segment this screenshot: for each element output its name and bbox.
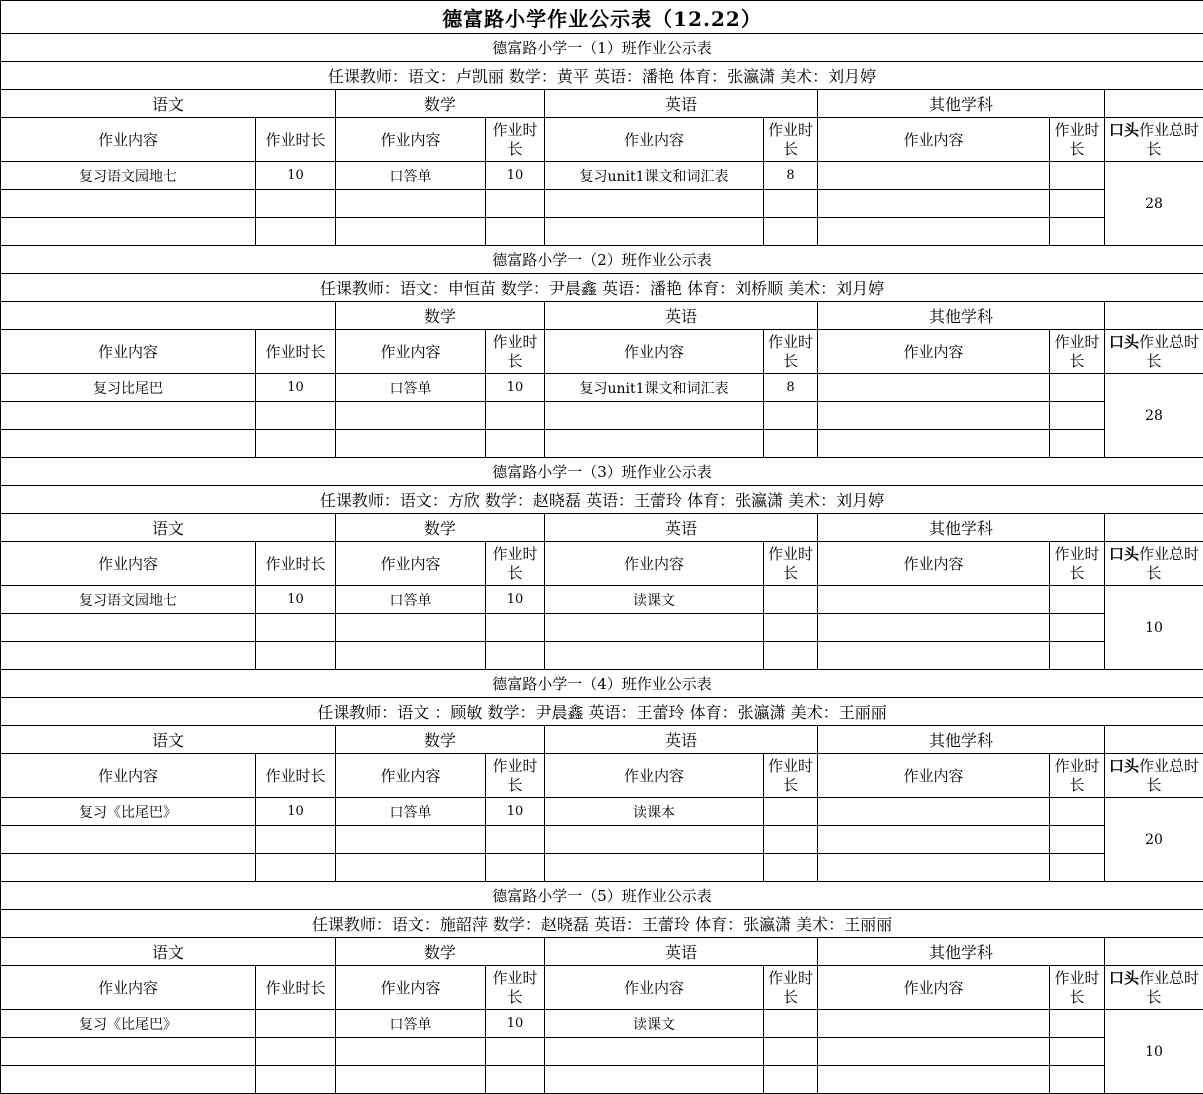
content-cell xyxy=(818,586,1050,614)
table-row xyxy=(1,854,1203,882)
time-cell xyxy=(1050,430,1105,458)
time-cell xyxy=(486,430,545,458)
subject-header: 数学 xyxy=(336,514,545,542)
time-cell xyxy=(256,1038,336,1066)
content-cell xyxy=(336,642,486,670)
subject-header-row xyxy=(1,938,1203,966)
content-header: 作业内容 xyxy=(336,542,486,586)
content-header: 作业内容 xyxy=(1,542,256,586)
empty-cell xyxy=(1105,90,1203,118)
time-cell: 10 xyxy=(486,162,545,190)
class-title-row xyxy=(1,670,1203,698)
content-cell xyxy=(1,614,256,642)
content-header: 作业内容 xyxy=(818,118,1050,162)
total-time-value: 10 xyxy=(1105,1010,1203,1094)
time-cell xyxy=(256,1066,336,1094)
table-row xyxy=(1,402,1203,430)
time-cell: 8 xyxy=(764,374,818,402)
content-cell xyxy=(1,430,256,458)
time-cell xyxy=(1050,402,1105,430)
time-cell xyxy=(486,1066,545,1094)
subject-header-row xyxy=(1,90,1203,118)
content-header: 作业内容 xyxy=(336,754,486,798)
time-cell xyxy=(486,642,545,670)
teachers-row xyxy=(1,486,1203,514)
time-cell xyxy=(764,1038,818,1066)
content-header: 作业内容 xyxy=(818,330,1050,374)
content-cell xyxy=(818,190,1050,218)
content-cell: 口答单 xyxy=(336,374,486,402)
content-cell xyxy=(818,1066,1050,1094)
content-header: 作业内容 xyxy=(818,966,1050,1010)
content-cell: 读课文 xyxy=(545,1010,764,1038)
time-header: 作业时长 xyxy=(256,754,336,798)
content-cell: 口答单 xyxy=(336,1010,486,1038)
time-header: 作业时长 xyxy=(764,966,818,1010)
subject-header: 英语 xyxy=(545,514,818,542)
content-cell xyxy=(336,1038,486,1066)
content-cell: 复习比尾巴 xyxy=(1,374,256,402)
content-cell xyxy=(818,1038,1050,1066)
subject-header-row xyxy=(1,514,1203,542)
time-cell xyxy=(1050,374,1105,402)
subject-header: 语文 xyxy=(1,726,336,754)
time-cell: 10 xyxy=(256,798,336,826)
content-cell xyxy=(545,1066,764,1094)
content-cell: 复习《比尾巴》 xyxy=(1,1010,256,1038)
total-time-value: 28 xyxy=(1105,374,1203,458)
time-header: 作业时长 xyxy=(256,542,336,586)
subject-header-row xyxy=(1,302,1203,330)
class-title: 德富路小学一（1）班作业公示表 xyxy=(1,34,1203,62)
time-cell: 10 xyxy=(486,374,545,402)
subject-header: 数学 xyxy=(336,302,545,330)
content-cell xyxy=(545,1038,764,1066)
time-header: 作业时长 xyxy=(764,542,818,586)
time-cell xyxy=(486,854,545,882)
table-row xyxy=(1,1010,1203,1038)
empty-cell xyxy=(1105,302,1203,330)
content-cell xyxy=(1,854,256,882)
oral-label: 口头 xyxy=(1109,969,1139,987)
empty-cell xyxy=(1105,938,1203,966)
table-row xyxy=(1,642,1203,670)
content-cell xyxy=(1,218,256,246)
column-header-row xyxy=(1,754,1203,798)
time-cell xyxy=(764,402,818,430)
content-header: 作业内容 xyxy=(545,330,764,374)
content-header: 作业内容 xyxy=(818,754,1050,798)
teacher-list: 任课教师：语文：施韶萍 数学：赵晓磊 英语：王蕾玲 体育：张瀛潇 美术：王丽丽 xyxy=(1,910,1203,938)
table-row xyxy=(1,586,1203,614)
total-time-value: 10 xyxy=(1105,586,1203,670)
content-cell xyxy=(818,430,1050,458)
time-cell xyxy=(1050,1066,1105,1094)
time-cell xyxy=(486,218,545,246)
table-row xyxy=(1,162,1203,190)
subject-header: 数学 xyxy=(336,938,545,966)
subject-header: 其他学科 xyxy=(818,90,1105,118)
subject-header: 其他学科 xyxy=(818,726,1105,754)
content-cell xyxy=(336,614,486,642)
time-header: 作业时长 xyxy=(764,118,818,162)
total-time-header xyxy=(1105,754,1203,798)
content-header: 作业内容 xyxy=(336,966,486,1010)
subject-header: 语文 xyxy=(1,90,336,118)
time-cell xyxy=(764,218,818,246)
class-title: 德富路小学一（5）班作业公示表 xyxy=(1,882,1203,910)
teacher-list: 任课教师：语文 ：顾敏 数学：尹晨鑫 英语：王蕾玲 体育：张瀛潇 美术：王丽丽 xyxy=(1,698,1203,726)
content-cell xyxy=(1,190,256,218)
time-cell xyxy=(764,642,818,670)
content-cell xyxy=(1,402,256,430)
time-cell xyxy=(764,614,818,642)
content-header: 作业内容 xyxy=(336,330,486,374)
class-title-row xyxy=(1,246,1203,274)
total-time-header xyxy=(1105,118,1203,162)
content-cell xyxy=(1,1038,256,1066)
time-cell xyxy=(256,854,336,882)
time-cell xyxy=(1050,854,1105,882)
content-header: 作业内容 xyxy=(545,542,764,586)
time-cell xyxy=(486,826,545,854)
time-header: 作业时长 xyxy=(764,330,818,374)
time-cell xyxy=(256,218,336,246)
time-cell xyxy=(486,614,545,642)
teacher-list: 任课教师：语文：卢凯丽 数学：黄平 英语：潘艳 体育：张瀛潇 美术：刘月婷 xyxy=(1,62,1203,90)
subject-header: 其他学科 xyxy=(818,302,1105,330)
time-cell: 10 xyxy=(486,1010,545,1038)
time-cell xyxy=(256,1010,336,1038)
subject-header: 英语 xyxy=(545,90,818,118)
content-cell: 复习unit1课文和词汇表 xyxy=(545,374,764,402)
teacher-list: 任课教师：语文：申恒苗 数学：尹晨鑫 英语：潘艳 体育：刘桥顺 美术：刘月婷 xyxy=(1,274,1203,302)
content-cell: 复习unit1课文和词汇表 xyxy=(545,162,764,190)
time-header: 作业时长 xyxy=(1050,118,1105,162)
content-cell: 口答单 xyxy=(336,798,486,826)
time-header: 作业时长 xyxy=(256,330,336,374)
time-header: 作业时长 xyxy=(256,966,336,1010)
content-cell: 口答单 xyxy=(336,162,486,190)
time-header: 作业时长 xyxy=(1050,542,1105,586)
class-title-row xyxy=(1,882,1203,910)
time-cell xyxy=(764,190,818,218)
content-cell xyxy=(818,374,1050,402)
content-cell: 复习语文园地七 xyxy=(1,586,256,614)
column-header-row xyxy=(1,330,1203,374)
time-cell xyxy=(486,190,545,218)
time-cell xyxy=(256,826,336,854)
content-cell xyxy=(336,1066,486,1094)
content-cell xyxy=(545,190,764,218)
content-header: 作业内容 xyxy=(545,118,764,162)
subject-header: 英语 xyxy=(545,302,818,330)
empty-cell xyxy=(1105,514,1203,542)
subject-header: 数学 xyxy=(336,726,545,754)
table-row xyxy=(1,826,1203,854)
content-cell xyxy=(818,162,1050,190)
content-cell xyxy=(545,826,764,854)
content-header: 作业内容 xyxy=(1,330,256,374)
content-cell xyxy=(818,614,1050,642)
time-header: 作业时长 xyxy=(1050,330,1105,374)
table-row xyxy=(1,1038,1203,1066)
time-cell xyxy=(1050,162,1105,190)
page-title: 德富路小学作业公示表（12.22） xyxy=(1,1,1203,34)
content-cell: 读课本 xyxy=(545,798,764,826)
content-cell xyxy=(545,642,764,670)
time-cell: 10 xyxy=(256,374,336,402)
content-cell: 口答单 xyxy=(336,586,486,614)
time-cell xyxy=(1050,798,1105,826)
time-cell: 10 xyxy=(486,798,545,826)
table-row xyxy=(1,798,1203,826)
subject-header: 其他学科 xyxy=(818,938,1105,966)
time-cell xyxy=(256,642,336,670)
subject-header xyxy=(1,302,336,330)
time-cell xyxy=(1050,586,1105,614)
subject-header-row xyxy=(1,726,1203,754)
class-title-row xyxy=(1,458,1203,486)
content-cell: 复习《比尾巴》 xyxy=(1,798,256,826)
table-row xyxy=(1,190,1203,218)
table-row xyxy=(1,218,1203,246)
time-header: 作业时长 xyxy=(486,542,545,586)
time-cell xyxy=(1050,1010,1105,1038)
column-header-row xyxy=(1,966,1203,1010)
empty-cell xyxy=(1105,726,1203,754)
oral-label: 口头 xyxy=(1109,121,1139,139)
time-cell xyxy=(1050,218,1105,246)
time-cell: 10 xyxy=(486,586,545,614)
content-cell xyxy=(545,218,764,246)
content-cell xyxy=(336,402,486,430)
content-cell xyxy=(336,854,486,882)
content-header: 作业内容 xyxy=(545,966,764,1010)
teachers-row xyxy=(1,274,1203,302)
content-cell xyxy=(1,826,256,854)
total-time-header xyxy=(1105,330,1203,374)
subject-header: 其他学科 xyxy=(818,514,1105,542)
time-header: 作业时长 xyxy=(764,754,818,798)
content-header: 作业内容 xyxy=(545,754,764,798)
total-label: 作业总时长 xyxy=(1139,757,1199,794)
time-cell xyxy=(256,190,336,218)
total-time-header xyxy=(1105,966,1203,1010)
content-cell xyxy=(545,430,764,458)
content-header: 作业内容 xyxy=(1,754,256,798)
time-cell xyxy=(764,854,818,882)
time-cell xyxy=(1050,826,1105,854)
total-label: 作业总时长 xyxy=(1139,333,1199,370)
time-cell xyxy=(764,826,818,854)
time-cell xyxy=(486,402,545,430)
time-cell xyxy=(764,1010,818,1038)
teachers-row xyxy=(1,910,1203,938)
content-cell xyxy=(818,826,1050,854)
table-row xyxy=(1,374,1203,402)
time-cell xyxy=(256,402,336,430)
content-cell xyxy=(818,402,1050,430)
subject-header: 英语 xyxy=(545,938,818,966)
time-cell: 10 xyxy=(256,586,336,614)
oral-label: 口头 xyxy=(1109,545,1139,563)
content-cell xyxy=(545,614,764,642)
class-title: 德富路小学一（2）班作业公示表 xyxy=(1,246,1203,274)
content-cell xyxy=(336,190,486,218)
time-cell xyxy=(764,586,818,614)
table-row xyxy=(1,614,1203,642)
oral-label: 口头 xyxy=(1109,757,1139,775)
total-time-value: 28 xyxy=(1105,162,1203,246)
content-cell xyxy=(336,826,486,854)
subject-header: 英语 xyxy=(545,726,818,754)
time-header: 作业时长 xyxy=(486,330,545,374)
content-cell xyxy=(336,218,486,246)
time-cell xyxy=(256,430,336,458)
table-row xyxy=(1,430,1203,458)
time-cell xyxy=(256,614,336,642)
time-header: 作业时长 xyxy=(1050,966,1105,1010)
content-cell xyxy=(1,1066,256,1094)
time-cell xyxy=(486,1038,545,1066)
time-header: 作业时长 xyxy=(256,118,336,162)
table-row xyxy=(1,1066,1203,1094)
total-label: 作业总时长 xyxy=(1139,545,1199,582)
content-header: 作业内容 xyxy=(818,542,1050,586)
teacher-list: 任课教师：语文：方欣 数学：赵晓磊 英语：王蕾玲 体育：张瀛潇 美术：刘月婷 xyxy=(1,486,1203,514)
content-cell xyxy=(818,1010,1050,1038)
column-header-row xyxy=(1,118,1203,162)
content-header: 作业内容 xyxy=(1,966,256,1010)
time-cell xyxy=(1050,1038,1105,1066)
time-cell xyxy=(1050,614,1105,642)
total-label: 作业总时长 xyxy=(1139,121,1199,158)
time-cell: 8 xyxy=(764,162,818,190)
oral-label: 口头 xyxy=(1109,333,1139,351)
subject-header: 数学 xyxy=(336,90,545,118)
time-cell xyxy=(1050,642,1105,670)
content-cell xyxy=(545,402,764,430)
class-title: 德富路小学一（4）班作业公示表 xyxy=(1,670,1203,698)
subject-header: 语文 xyxy=(1,514,336,542)
time-header: 作业时长 xyxy=(486,966,545,1010)
total-time-header xyxy=(1105,542,1203,586)
content-cell xyxy=(818,218,1050,246)
subject-header: 语文 xyxy=(1,938,336,966)
class-title: 德富路小学一（3）班作业公示表 xyxy=(1,458,1203,486)
time-header: 作业时长 xyxy=(486,754,545,798)
total-label: 作业总时长 xyxy=(1139,969,1199,1006)
time-header: 作业时长 xyxy=(1050,754,1105,798)
teachers-row xyxy=(1,698,1203,726)
content-header: 作业内容 xyxy=(336,118,486,162)
time-cell: 10 xyxy=(256,162,336,190)
time-header: 作业时长 xyxy=(486,118,545,162)
content-cell xyxy=(545,854,764,882)
content-header: 作业内容 xyxy=(1,118,256,162)
content-cell: 复习语文园地七 xyxy=(1,162,256,190)
total-time-value: 20 xyxy=(1105,798,1203,882)
content-cell xyxy=(818,854,1050,882)
content-cell xyxy=(818,798,1050,826)
content-cell xyxy=(336,430,486,458)
content-cell xyxy=(818,642,1050,670)
teachers-row xyxy=(1,62,1203,90)
column-header-row xyxy=(1,542,1203,586)
time-cell xyxy=(764,430,818,458)
class-title-row xyxy=(1,34,1203,62)
content-cell xyxy=(1,642,256,670)
time-cell xyxy=(764,798,818,826)
content-cell: 读课文 xyxy=(545,586,764,614)
time-cell xyxy=(1050,190,1105,218)
time-cell xyxy=(764,1066,818,1094)
